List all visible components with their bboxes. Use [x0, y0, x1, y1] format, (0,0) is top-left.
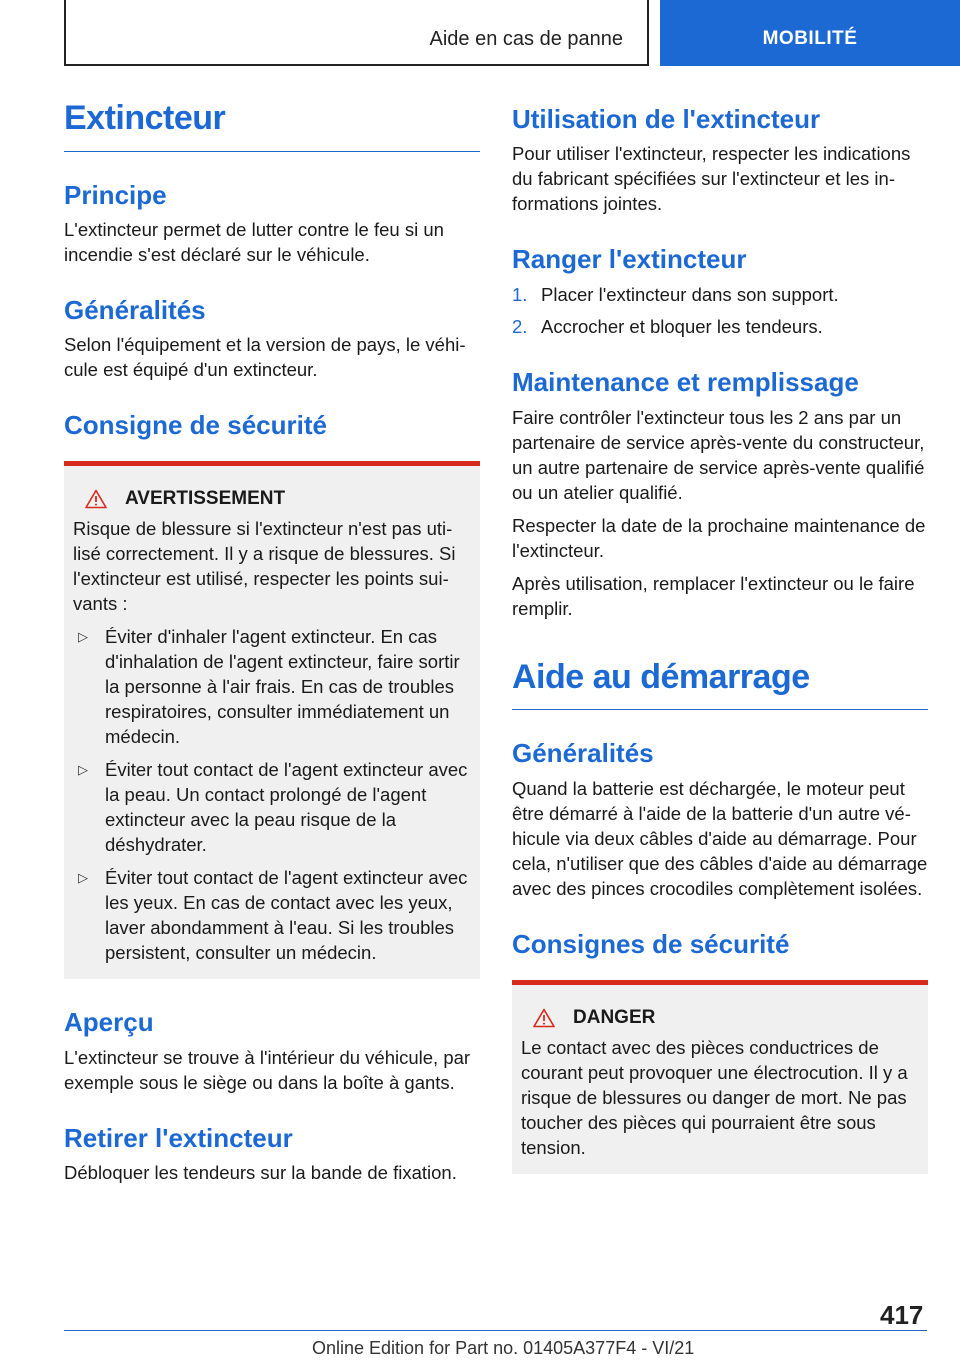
- bullet-triangle-icon: ▷: [78, 870, 88, 886]
- danger-title: DANGER: [573, 1006, 656, 1028]
- bullet-text: Éviter tout contact de l'agent extincteur avec les yeux. En cas de contact avec les yeux, laver abondamment à l'eau. Si les troubles persistent, consulter un médecin.: [105, 867, 468, 964]
- step-number: 2.: [512, 316, 528, 338]
- text-maintenance-3: Après utilisation, remplacer l'extincteur ou le faire remplir.: [512, 572, 915, 619]
- danger-box: [512, 980, 928, 1174]
- text-generalites: Selon l'équipement et la version de pays, le véhicule est équipé d'un extincteur.: [64, 334, 466, 381]
- heading-retirer: Retirer l'extincteur: [64, 1122, 293, 1153]
- footer-divider: [64, 1330, 927, 1331]
- heading-utilisation: Utilisation de l'extincteur: [512, 104, 821, 134]
- heading-apercu: Aperçu: [64, 1007, 154, 1038]
- text-maintenance-1: Faire contrôler l'extincteur tous les 2 ans par un partenaire de service après-vente du constructeur, un autre partenaire de service après-vente qualifié ou un atelier qualifié.: [512, 406, 925, 503]
- heading-consignes: Consignes de sécurité: [512, 928, 790, 959]
- text-retirer: Débloquer les tendeurs sur la bande de fixation.: [64, 1161, 457, 1183]
- header-section-box: [64, 0, 649, 66]
- heading-ranger: Ranger l'extincteur: [512, 244, 747, 275]
- warning-header: [73, 488, 471, 510]
- warning-box: [64, 461, 480, 979]
- heading-maintenance: Maintenance et remplissage: [512, 367, 859, 398]
- header-chapter-tab[interactable]: [660, 0, 960, 66]
- step-text: Placer l'extincteur dans son support.: [541, 284, 839, 306]
- header-section-title: Aide en cas de panne: [429, 28, 623, 50]
- danger-header: [521, 1007, 919, 1029]
- step-number: 1.: [512, 284, 528, 306]
- step-text: Accrocher et bloquer les tendeurs.: [541, 316, 823, 338]
- text-principe: L'extincteur permet de lutter contre le feu si un incendie s'est déclaré sur le véhicule.: [64, 218, 444, 265]
- text-apercu: L'extincteur se trouve à l'intérieur du véhicule, par exemple sous le siège ou dans la boîte à gants.: [64, 1046, 471, 1093]
- bullet-text: Éviter d'inhaler l'agent extincteur. En cas d'inhalation de l'agent extincteur, faire sortir la personne à l'air frais. En cas de troubles respiratoires, consulter immédiatement un médecin.: [105, 626, 460, 748]
- bullet-triangle-icon: ▷: [78, 629, 88, 645]
- warning-triangle-icon: [85, 489, 107, 509]
- heading-principe: Principe: [64, 179, 167, 210]
- list-item: [73, 624, 471, 749]
- page-number: 417: [880, 1300, 924, 1330]
- heading-consigne: Consigne de sécurité: [64, 410, 327, 441]
- step-item: [512, 282, 928, 307]
- page-title-aide-demarrage: Aide au démarrage: [512, 657, 928, 711]
- danger-text: Le contact avec des pièces conductrices de courant peut provoquer une électrocution. Il y a risque de blessures ou danger de mort. Ne pas toucher des pièces qui pourraient être sous tension.: [521, 1036, 908, 1158]
- header-chapter-label: MOBILITÉ: [762, 28, 858, 49]
- page-title-extincteur: Extincteur: [64, 98, 480, 152]
- text-generalites-2: Quand la batterie est déchargée, le moteur peut être démarré à l'aide de la batterie d'un autre véhicule via deux câbles d'aide au démarrage. Pour cela, n'utiliser que des câbles d'aide au démarrage avec des pinces crocodiles complètement isolées.: [512, 777, 928, 899]
- text-utilisation: Pour utiliser l'extincteur, respecter les indications du fabricant spécifiées sur l'extincteur et les informations jointes.: [512, 143, 911, 215]
- bullet-text: Éviter tout contact de l'agent extincteur avec la peau. Un contact prolongé de l'agent extincteur avec la peau risque de la déshydrater.: [105, 759, 468, 856]
- right-column: [512, 98, 928, 1174]
- footer-edition: Online Edition for Part no. 01405A377F4 - VI/21: [312, 1338, 695, 1358]
- warning-title: AVERTISSEMENT: [125, 488, 286, 510]
- bullet-triangle-icon: ▷: [78, 762, 88, 778]
- step-item: [512, 314, 928, 339]
- left-column: [64, 98, 480, 1193]
- warning-triangle-icon: [533, 1008, 555, 1028]
- warning-text: Risque de blessure si l'extincteur n'est pas utilisé correctement. Il y a risque de blessures. Si l'extincteur est utilisé, respecter les points suivants :: [73, 518, 456, 615]
- list-item: [73, 757, 471, 857]
- heading-generalites: Généralités: [64, 294, 206, 325]
- list-item: [73, 865, 471, 965]
- heading-generalites-2: Généralités: [512, 738, 654, 769]
- text-maintenance-2: Respecter la date de la prochaine maintenance de l'extincteur.: [512, 514, 926, 561]
